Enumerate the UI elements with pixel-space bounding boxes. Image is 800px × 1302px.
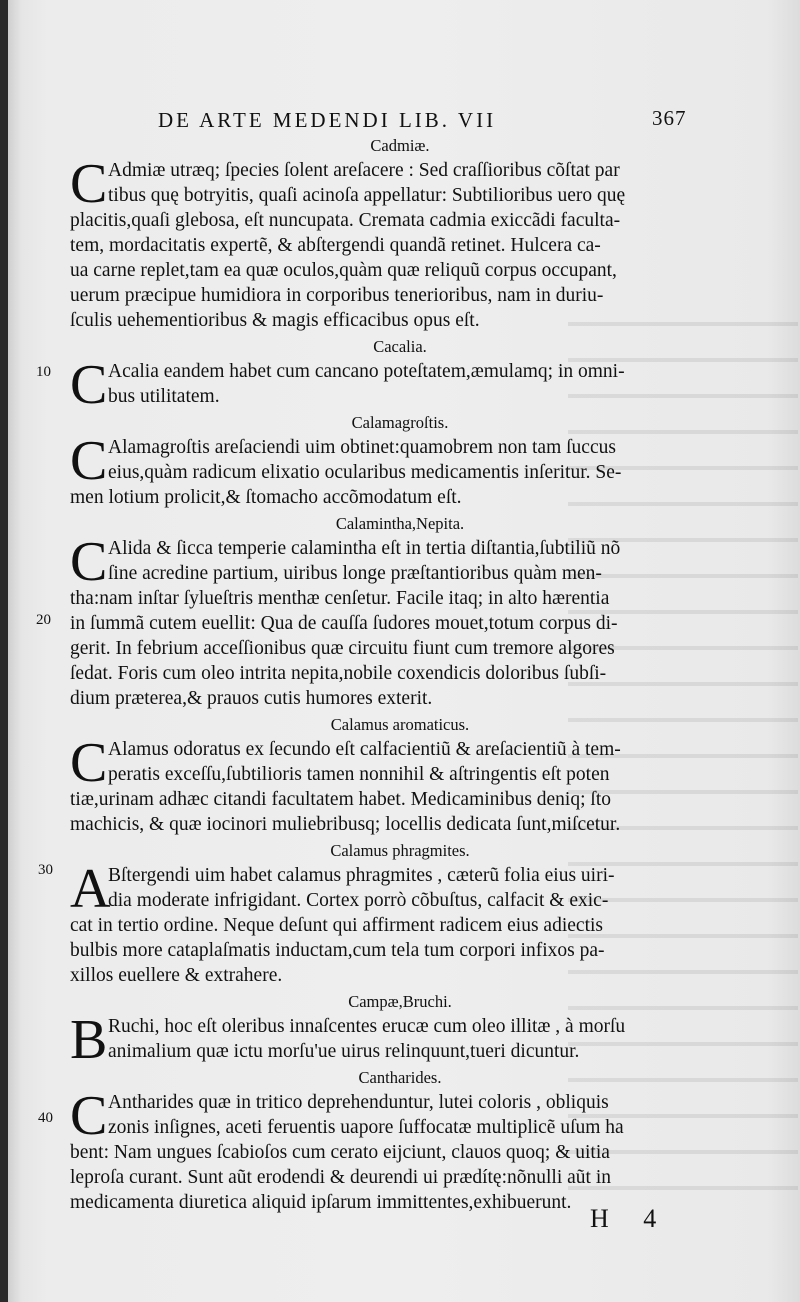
entry-calamagrostis: [70, 412, 700, 510]
signature-mark: H 4: [590, 1204, 671, 1233]
entry-heading: Calamintha,Nepita.: [335, 514, 465, 533]
text-line: xillos euellere & extrahere.: [70, 965, 283, 986]
line-number-marker: 10: [36, 364, 51, 380]
text-line: Admiæ utræq; ſpecies ſolent areſacere : Sed craſſioribus cõſtat par: [108, 160, 620, 181]
text-line: cat in tertio ordine. Neque deſunt qui affirment radicem eius adiectis: [70, 915, 603, 936]
page-number: 367: [652, 106, 687, 130]
text-line: machicis, & quæ iocinori muliebribusq; locellis dedicata ſunt,miſcetur.: [70, 814, 621, 835]
text-line: eius,quàm radicum elixatio ocularibus medicamentis inſeritur. Se-: [108, 462, 622, 483]
drop-initial: C: [70, 354, 108, 416]
entry-campae-bruchi: [70, 991, 700, 1071]
running-title: DE ARTE MEDENDI LIB. VII: [158, 108, 497, 132]
entry-heading: Campæ,Bruchi.: [348, 992, 452, 1011]
book-page: [8, 0, 800, 1302]
entry-calamus-aromaticus: [70, 714, 700, 837]
text-line: gerit. In febrium acceſſionibus quæ circuitu fiunt cum tremore algores: [70, 638, 615, 659]
text-line: tiæ,urinam adhæc citandi facultatem habet. Medicaminibus deniq; ſto: [70, 789, 611, 810]
line-number-marker: 40: [38, 1110, 53, 1126]
body-text: [70, 132, 700, 1215]
entry-heading: Cantharides.: [358, 1068, 442, 1087]
text-line: in ſummã cutem euellit: Qua de cauſſa ſudores mouet,totum corpus di-: [70, 613, 618, 634]
text-line: Alamagroſtis areſaciendi uim obtinet:quamobrem non tam ſuccus: [108, 437, 616, 458]
text-line: bus utilitatem.: [108, 386, 220, 407]
text-line: tem, mordacitatis expertẽ, & abſtergendi quandã retinet. Hulcera ca-: [70, 235, 601, 256]
text-line: ſculis uehementioribus & magis efficacibus opus eſt.: [70, 310, 480, 331]
entry-cacalia: [70, 336, 700, 416]
text-line: Bſtergendi uim habet calamus phragmites , cæterũ folia eius uiri-: [108, 865, 615, 886]
entry-cadmiae: [70, 135, 700, 333]
text-line: placitis,quaſi glebosa, eſt nuncupata. Cremata cadmia exiccãdi faculta-: [70, 210, 621, 231]
text-line: medicamenta diuretica aliquid ipſarum immittentes,exhibuerunt.: [70, 1192, 572, 1213]
text-line: tibus quę botryitis, quaſi acinoſa appellatur: Subtilioribus uero quę: [108, 185, 626, 206]
drop-initial: C: [70, 430, 108, 492]
text-line: tha:nam inſtar ſylueſtris menthæ cenſetur. Facile itaq; in alto hærentia: [70, 588, 610, 609]
text-line: Alida & ſicca temperie calamintha eſt in tertia diſtantia,ſubtiliũ nõ: [108, 538, 621, 559]
entry-cantharides: [70, 1067, 700, 1215]
line-number-marker: 20: [36, 612, 51, 628]
entry-heading: Calamus aromaticus.: [330, 715, 470, 734]
entry-calamus-phragmites: [70, 840, 700, 988]
text-line: zonis inſignes, aceti feruentis uapore ſuffocatæ multiplicẽ uſum ha: [108, 1117, 624, 1138]
text-line: bent: Nam ungues ſcabioſos cum cerato eijciunt, clauos quoq; & uitia: [70, 1142, 610, 1163]
text-line: bulbis more cataplaſmatis inductam,cum tela tum corpori infixos pa-: [70, 940, 605, 961]
entry-calamintha: [70, 513, 700, 711]
drop-initial: B: [70, 1009, 108, 1071]
text-line: animalium quæ ictu morſu'ue uirus relinquunt,tueri dicuntur.: [108, 1041, 580, 1062]
text-line: dia moderate infrigidant. Cortex porrò cõbuſtus, calfacit & exic-: [108, 890, 609, 911]
entry-heading: Cacalia.: [373, 337, 427, 356]
text-line: peratis exceſſu,ſubtilioris tamen nonnihil & aſtringentis eſt poten: [108, 764, 610, 785]
drop-initial: C: [70, 531, 108, 593]
text-line: uerum præcipue humidiora in corporibus tenerioribus, nam in duriu-: [70, 285, 604, 306]
text-line: men lotium prolicit,& ſtomacho accõmodatum eſt.: [70, 487, 462, 508]
text-line: Acalia eandem habet cum cancano poteſtatem,æmulamq; in omni-: [108, 361, 625, 382]
text-line: Alamus odoratus ex ſecundo eſt calfacientiũ & areſacientiũ à tem-: [108, 739, 621, 760]
drop-initial: A: [70, 858, 111, 920]
text-line: ſedat. Foris cum oleo intrita nepita,nobile coxendicis doloribus ſubſi-: [70, 663, 607, 684]
text-line: dium præterea,& prauos cutis humores exterit.: [70, 688, 433, 709]
text-line: Ruchi, hoc eſt oleribus innaſcentes erucæ cum oleo illitæ , à morſu: [108, 1016, 626, 1037]
text-line: ſine acredine partium, uiribus longe præſtantioribus quàm men-: [108, 563, 602, 584]
text-line: Antharides quæ in tritico deprehenduntur, lutei coloris , obliquis: [108, 1092, 609, 1113]
entry-heading: Calamus phragmites.: [330, 841, 470, 860]
drop-initial: C: [70, 153, 108, 215]
text-line: leproſa curant. Sunt aũt erodendi & deurendi ui prædítę:nõnulli aũt in: [70, 1167, 612, 1188]
drop-initial: C: [70, 732, 108, 794]
entry-heading: Cadmiæ.: [370, 136, 430, 155]
line-number-marker: 30: [38, 862, 53, 878]
drop-initial: C: [70, 1085, 108, 1147]
entry-heading: Calamagroſtis.: [351, 413, 449, 432]
text-line: ua carne replet,tam ea quæ oculos,quàm quæ reliquũ corpus occupant,: [70, 260, 617, 281]
